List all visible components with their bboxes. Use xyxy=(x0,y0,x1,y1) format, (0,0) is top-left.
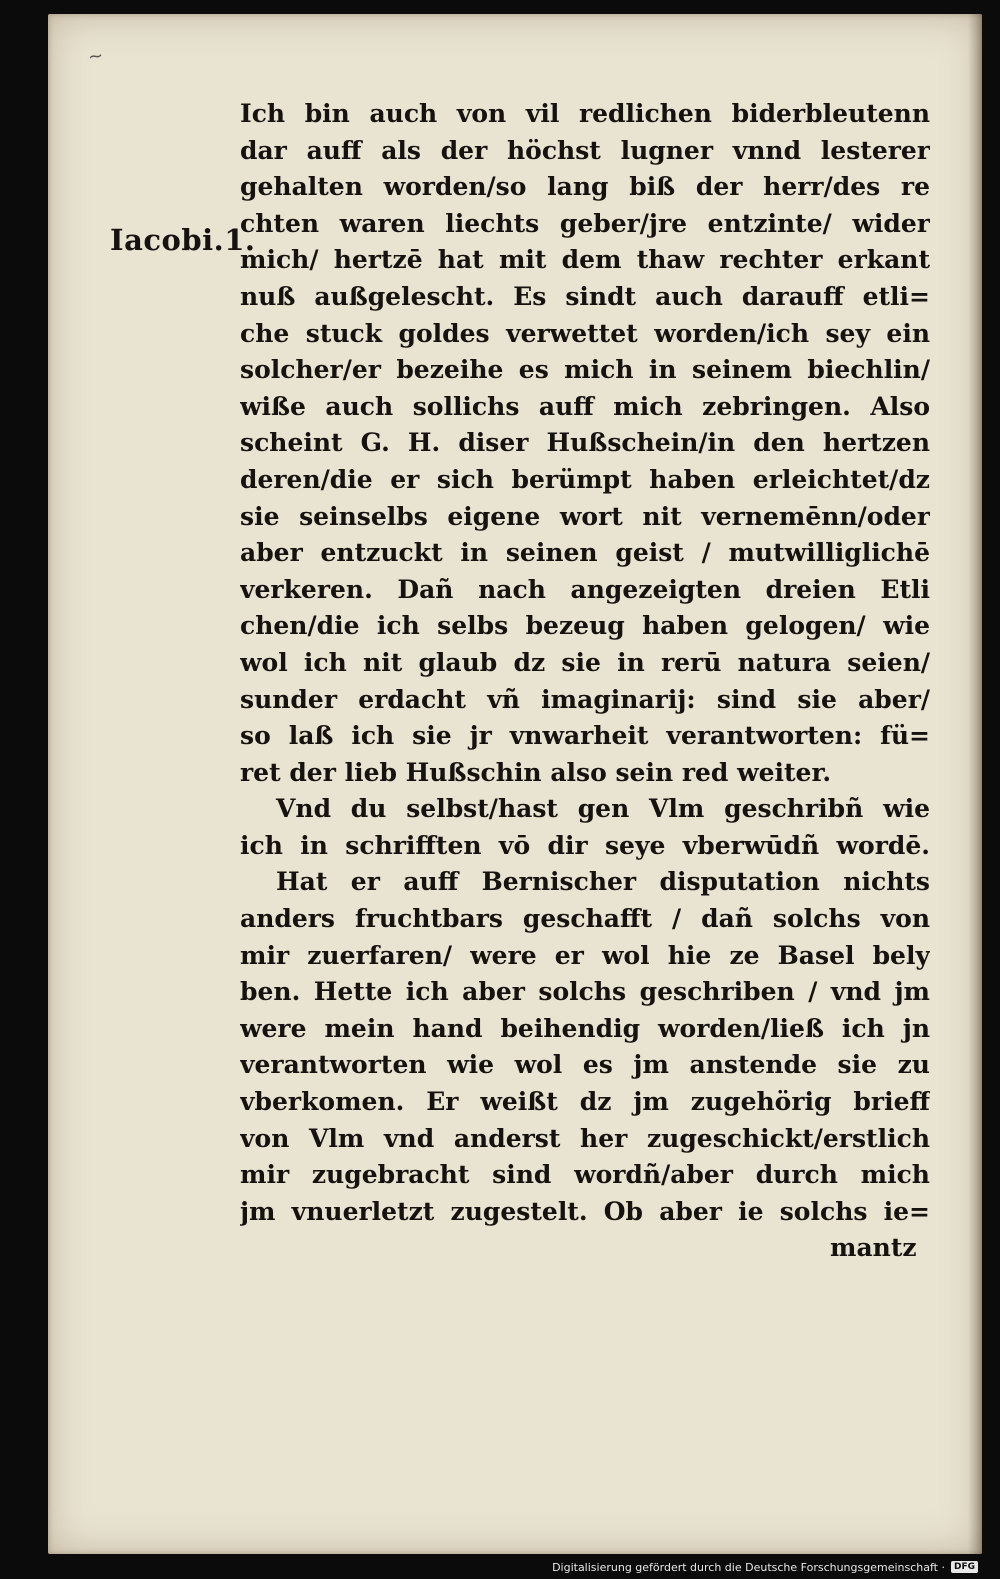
text-line: Ich bin auch von vil redlichen biderbleutenn xyxy=(240,99,930,128)
text-line: aber entzuckt in seinen geist / mutwilliglichē xyxy=(240,538,930,568)
text-line: scheint G. H. diser Hußschein/in den hertzen xyxy=(240,428,930,458)
dfg-logo-icon: DFG xyxy=(951,1561,978,1573)
text-line: mir zuerfaren/ were er wol hie ze Basel bely xyxy=(240,940,930,970)
text-line: ich in schrifften vō dir seye vberwūdñ wordē. xyxy=(240,830,930,860)
text-line: anders fruchtbars geschafft / dañ solchs von xyxy=(240,904,930,934)
text-line: von Vlm vnd anderst her zugeschickt/erstlich xyxy=(240,1123,930,1153)
text-line: wol ich nit glaub dz sie in rerū natura seien/ xyxy=(240,647,930,677)
page-spine-shadow xyxy=(968,14,982,1554)
text-line: verkeren. Dañ nach angezeigten dreien Etli xyxy=(240,574,930,604)
text-line: mich/ hertzē hat mit dem thaw rechter erkant xyxy=(240,245,930,275)
marginal-note: Iacobi.1. xyxy=(110,223,256,257)
text-line: gehalten worden/so lang biß der herr/des re xyxy=(240,172,930,202)
corner-mark: ~ xyxy=(86,45,105,68)
text-line: Vnd du selbst/hast gen Vlm geschribñ wie xyxy=(276,794,930,824)
text-line: ben. Hette ich aber solchs geschriben / vnd jm xyxy=(240,977,930,1007)
footer-credit xyxy=(552,1557,978,1577)
footer-credit-text: Digitalisierung gefördert durch die Deutsche Forschungsgemeinschaft · xyxy=(552,1560,945,1574)
text-line: Hat er auff Bernischer disputation nichts xyxy=(276,867,930,897)
catchword: mantz xyxy=(830,1233,917,1262)
body-text xyxy=(240,96,930,1230)
text-line: nuß außgelescht. Es sindt auch darauff etli= xyxy=(240,281,930,311)
text-line: wiße auch sollichs auff mich zebringen. Also xyxy=(240,391,930,421)
text-line: sunder erdacht vñ imaginarij: sind sie aber/ xyxy=(240,684,930,714)
text-line: chten waren liechts geber/jre entzinte/ wider xyxy=(240,208,930,238)
text-line: sie seinselbs eigene wort nit vernemēnn/oder xyxy=(240,501,930,531)
text-line: ret der lieb Hußschin also sein red weiter. xyxy=(240,757,832,787)
text-line: vberkomen. Er weißt dz jm zugehörig brieff xyxy=(240,1087,930,1117)
text-line: che stuck goldes verwettet worden/ich sey ein xyxy=(240,318,930,348)
text-line: were mein hand beihendig worden/ließ ich jn xyxy=(240,1013,930,1043)
text-line: solcher/er bezeihe es mich in seinem biechlin/ xyxy=(240,355,930,385)
text-line: so laß ich sie jr vnwarheit verantworten: fü= xyxy=(240,721,930,751)
text-line: verantworten wie wol es jm anstende sie zu xyxy=(240,1050,930,1080)
text-line: deren/die er sich berümpt haben erleichtet/dz xyxy=(240,464,930,494)
text-line: jm vnuerletzt zugestelt. Ob aber ie solchs ie= xyxy=(240,1196,930,1226)
text-line: chen/die ich selbs bezeug haben gelogen/ wie xyxy=(240,611,930,641)
text-line: mir zugebracht sind wordñ/aber durch mich xyxy=(240,1160,930,1190)
text-line: dar auff als der höchst lugner vnnd lesterer xyxy=(240,135,930,165)
